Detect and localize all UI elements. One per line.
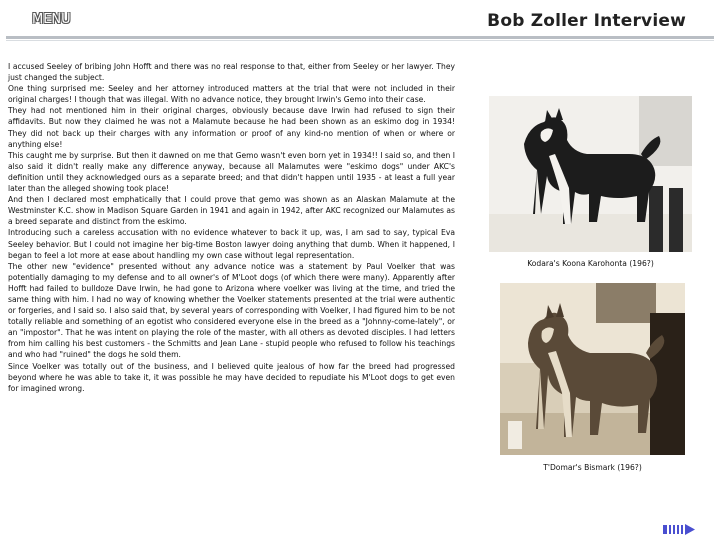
page-title: Bob Zoller Interview: [487, 11, 686, 31]
photo-tdomars-bismark: [500, 283, 685, 455]
photo-caption: Kodara's Koona Karohonta (196?): [527, 259, 654, 268]
next-arrow-icon[interactable]: [663, 524, 695, 535]
paragraph: And then I declared most emphatically that I could prove that gemo was shown as an Alaskan Malamute at the Westminster K.C. show in Madison Square Garden in 1941 and again in 1942, after AKC recognized our Malamutes as a breed separate and distinct from the eskimo.: [8, 195, 455, 227]
photo-caption: T'Domar's Bismark (196?): [543, 463, 642, 472]
photo-kodaras-koona-karohonta: [489, 96, 692, 252]
paragraph: Since Voelker was totally out of the business, and I believed quite jealous of how far the breed had progressed beyond where he was able to take it, it was possible he may have decided to repudiate his M'Loot dogs to get even for imagined wrong.: [8, 361, 455, 393]
interview-text: [8, 61, 455, 394]
title-rule: [6, 36, 714, 39]
paragraph: They had not mentioned him in their original charges, obviously because dave Irwin had refused to sign their affidavits. But now they claimed he was not a Malamute because he had been shown as an eskimo dog in 1934! They did not back up their charges with any information or proof of any kind-no mention of when or where or anything else!: [8, 106, 455, 149]
paragraph: This caught me by surprise. But then it dawned on me that Gemo wasn't even born yet in 1934!! I said so, and then I also said it didn't really make any difference anyway, because all Malamutes were "eskimo dogs" under AKC's definition until they acknowledged ours as a separate breed; and that didn't happen until 1935 - at least a full year later than the alleged showing took place!: [8, 150, 455, 194]
paragraph: The other new "evidence" presented without any advance notice was a statement by Paul Voelker that was potentially damaging to my defense and to all owner's of M'Loot dogs (of which there were many). Apparently after Hofft had failed to bulldoze Dave Irwin, he had gone to Arizona where voelker was living at the time, and tried the same thing with him. I had no way of knowing whether the Voelker statements presented at the trial were authentic or forgeries, and I said so. I also said that, by several years of corresponding with Voelker, I had figured him to be not totally reliable and something of an egotist who considered everyone else in the breed as a "Johnny-come-lately", or an "impostor". That he was intent on playing the role of the master, with all others as devoted disciples. I had letters from him calling his best customers - the Schmitts and Jean Lane - stupid people who refused to follow his teachings and who had "ruined" the dogs he sold them.: [8, 261, 455, 360]
paragraph: I accused Seeley of bribing John Hofft and there was no real response to that, either from Seeley or her lawyer. They just changed the subject.: [8, 62, 455, 83]
paragraph: Introducing such a careless accusation with no evidence whatever to back it up, was, I am sad to say, typical Eva Seeley behavior. But I could not imagine her big-time Boston lawyer doing anything that dumb. When it happened, I began to feel a lot more at ease about handling my own case without legal representation.: [8, 228, 455, 260]
menu-button[interactable]: MENU: [32, 12, 71, 27]
paragraph: One thing surprised me: Seeley and her attorney introduced matters at the trial that were not included in their original charges! I though that was illegal. With no advance notice, they brought Irwin's Gemo into their case.: [8, 84, 455, 105]
title-rule-thin: [6, 40, 714, 41]
